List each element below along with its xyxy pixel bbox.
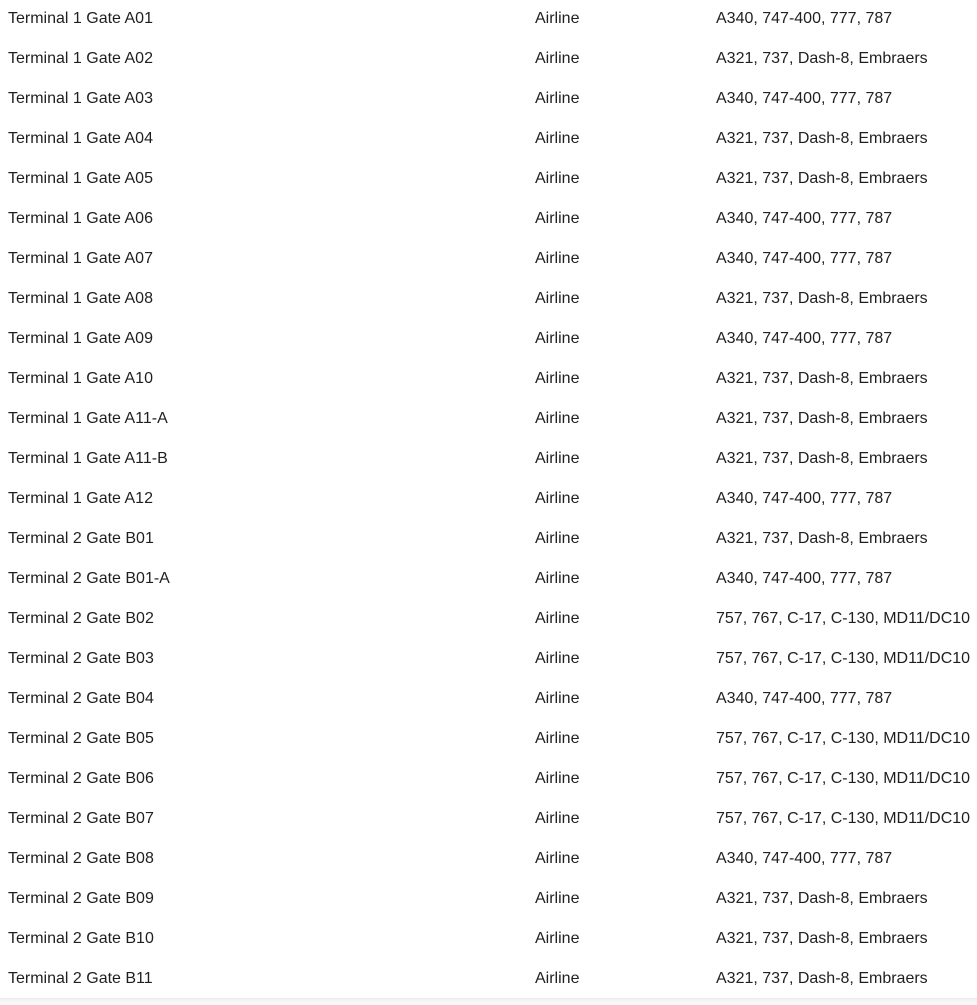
- aircraft-list: A321, 737, Dash-8, Embraers: [716, 130, 928, 147]
- aircraft-list: 757, 767, C-17, C-130, MD11/DC10: [716, 730, 971, 747]
- gate-type: Airline: [535, 770, 580, 787]
- gate-name: Terminal 2 Gate B04: [8, 690, 154, 707]
- table-row[interactable]: [0, 440, 977, 480]
- gate-name: Terminal 1 Gate A10: [8, 370, 153, 387]
- gate-name: Terminal 2 Gate B09: [8, 890, 154, 907]
- table-row[interactable]: [0, 640, 977, 680]
- gate-name: Terminal 1 Gate A12: [8, 490, 153, 507]
- aircraft-list: A321, 737, Dash-8, Embraers: [716, 890, 928, 907]
- aircraft-list: A321, 737, Dash-8, Embraers: [716, 290, 928, 307]
- gate-name: Terminal 2 Gate B02: [8, 610, 154, 627]
- gate-type: Airline: [535, 90, 580, 107]
- gate-name: Terminal 1 Gate A06: [8, 210, 153, 227]
- gate-type: Airline: [535, 810, 580, 827]
- gate-type: Airline: [535, 10, 580, 27]
- gate-name: Terminal 1 Gate A07: [8, 250, 153, 267]
- gate-type: Airline: [535, 610, 580, 627]
- gate-type: Airline: [535, 530, 580, 547]
- gate-type: Airline: [535, 290, 580, 307]
- bottom-edge-shadow: [0, 998, 977, 1005]
- gate-type: Airline: [535, 250, 580, 267]
- aircraft-list: A340, 747-400, 777, 787: [716, 490, 893, 507]
- gate-name: Terminal 1 Gate A02: [8, 50, 153, 67]
- gate-type: Airline: [535, 570, 580, 587]
- gate-type: Airline: [535, 930, 580, 947]
- gate-name: Terminal 2 Gate B06: [8, 770, 154, 787]
- aircraft-list: A340, 747-400, 777, 787: [716, 330, 893, 347]
- gate-type: Airline: [535, 330, 580, 347]
- gate-name: Terminal 1 Gate A05: [8, 170, 153, 187]
- gate-name: Terminal 2 Gate B08: [8, 850, 154, 867]
- aircraft-list: A340, 747-400, 777, 787: [716, 690, 893, 707]
- gate-name: Terminal 2 Gate B01: [8, 530, 154, 547]
- gate-name: Terminal 1 Gate A01: [8, 10, 153, 27]
- gate-type: Airline: [535, 730, 580, 747]
- table-row[interactable]: [0, 480, 977, 520]
- gate-name: Terminal 2 Gate B10: [8, 930, 154, 947]
- aircraft-list: 757, 767, C-17, C-130, MD11/DC10: [716, 810, 971, 827]
- table-row[interactable]: [0, 400, 977, 440]
- gate-type: Airline: [535, 50, 580, 67]
- table-row[interactable]: [0, 520, 977, 560]
- gate-name: Terminal 1 Gate A04: [8, 130, 153, 147]
- aircraft-list: A321, 737, Dash-8, Embraers: [716, 50, 928, 67]
- table-row[interactable]: [0, 120, 977, 160]
- gate-type: Airline: [535, 970, 580, 987]
- table-row[interactable]: [0, 600, 977, 640]
- table-row[interactable]: [0, 720, 977, 760]
- aircraft-list: A321, 737, Dash-8, Embraers: [716, 170, 928, 187]
- gate-name: Terminal 2 Gate B01-A: [8, 570, 170, 587]
- table-row[interactable]: [0, 200, 977, 240]
- aircraft-list: 757, 767, C-17, C-130, MD11/DC10: [716, 770, 971, 787]
- table-row[interactable]: [0, 920, 977, 960]
- table-row[interactable]: [0, 240, 977, 280]
- table-row[interactable]: [0, 800, 977, 840]
- table-row[interactable]: [0, 160, 977, 200]
- aircraft-list: A321, 737, Dash-8, Embraers: [716, 410, 928, 427]
- gate-name: Terminal 1 Gate A08: [8, 290, 153, 307]
- gate-name: Terminal 1 Gate A11-B: [8, 450, 168, 467]
- aircraft-list: 757, 767, C-17, C-130, MD11/DC10: [716, 650, 971, 667]
- table-row[interactable]: [0, 320, 977, 360]
- aircraft-list: A340, 747-400, 777, 787: [716, 850, 893, 867]
- gate-type: Airline: [535, 410, 580, 427]
- gate-type: Airline: [535, 130, 580, 147]
- aircraft-list: A321, 737, Dash-8, Embraers: [716, 450, 928, 467]
- gate-type: Airline: [535, 170, 580, 187]
- aircraft-list: A340, 747-400, 777, 787: [716, 570, 893, 587]
- gate-type: Airline: [535, 370, 580, 387]
- table-row[interactable]: [0, 40, 977, 80]
- gate-type: Airline: [535, 850, 580, 867]
- gate-name: Terminal 2 Gate B03: [8, 650, 154, 667]
- gate-name: Terminal 2 Gate B07: [8, 810, 154, 827]
- aircraft-list: A321, 737, Dash-8, Embraers: [716, 530, 928, 547]
- aircraft-list: A340, 747-400, 777, 787: [716, 90, 893, 107]
- aircraft-list: A340, 747-400, 777, 787: [716, 250, 893, 267]
- table-row[interactable]: [0, 760, 977, 800]
- gate-name: Terminal 1 Gate A11-A: [8, 410, 168, 427]
- table-row[interactable]: [0, 80, 977, 120]
- aircraft-list: A321, 737, Dash-8, Embraers: [716, 370, 928, 387]
- aircraft-list: A321, 737, Dash-8, Embraers: [716, 970, 928, 987]
- gate-name: Terminal 1 Gate A09: [8, 330, 153, 347]
- gate-type: Airline: [535, 210, 580, 227]
- table-row[interactable]: [0, 880, 977, 920]
- aircraft-list: 757, 767, C-17, C-130, MD11/DC10: [716, 610, 971, 627]
- table-row[interactable]: [0, 0, 977, 40]
- gate-name: Terminal 2 Gate B11: [8, 970, 153, 987]
- aircraft-list: A340, 747-400, 777, 787: [716, 10, 893, 27]
- table-row[interactable]: [0, 360, 977, 400]
- table-row[interactable]: [0, 960, 977, 1000]
- gate-type: Airline: [535, 690, 580, 707]
- gate-type: Airline: [535, 450, 580, 467]
- gate-name: Terminal 2 Gate B05: [8, 730, 154, 747]
- gate-type: Airline: [535, 490, 580, 507]
- gate-type: Airline: [535, 890, 580, 907]
- table-row[interactable]: [0, 280, 977, 320]
- gate-type: Airline: [535, 650, 580, 667]
- aircraft-list: A340, 747-400, 777, 787: [716, 210, 893, 227]
- gate-name: Terminal 1 Gate A03: [8, 90, 153, 107]
- aircraft-list: A321, 737, Dash-8, Embraers: [716, 930, 928, 947]
- table-row[interactable]: [0, 840, 977, 880]
- table-row[interactable]: [0, 680, 977, 720]
- table-row[interactable]: [0, 560, 977, 600]
